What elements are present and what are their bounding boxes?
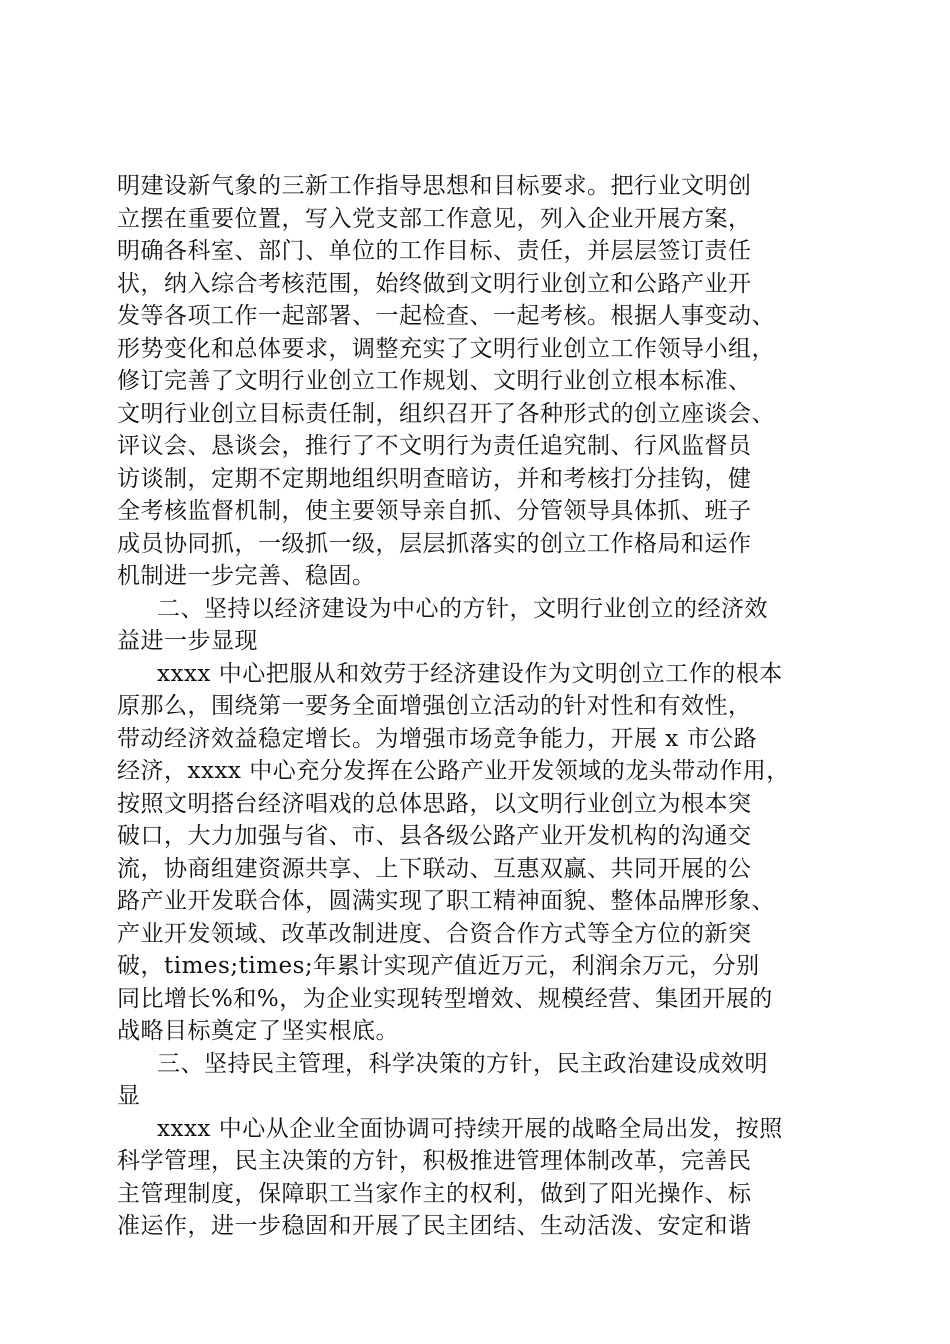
body-line: 访谈制，定期不定期地组织明查暗访，并和考核打分挂钩，健: [117, 465, 752, 492]
body-line: 按照文明搭台经济唱戏的总体思路，以文明行业创立为根本突: [117, 790, 752, 817]
body-line: 破，times;times;年累计实现产值近万元，利润余万元，分别: [117, 953, 760, 979]
body-line: 文明行业创立目标责任制，组织召开了各种形式的创立座谈会、: [117, 400, 775, 427]
body-line: 科学管理，民主决策的方针，积极推进管理体制改革，完善民: [117, 1148, 752, 1174]
body-line: 修订完善了文明行业创立工作规划、文明行业创立根本标准、: [117, 368, 752, 394]
document-body: [117, 170, 837, 1243]
body-line: 全考核监督机制，使主要领导亲自抓、分管领导具体抓、班子: [117, 498, 752, 524]
body-line: 经济，xxxx 中心充分发挥在公路产业开发领域的龙头带动作用，: [117, 758, 790, 784]
section-heading-3: 三、坚持民主管理，科学决策的方针，民主政治建设成效明: [157, 1050, 768, 1077]
body-line: 形势变化和总体要求，调整充实了文明行业创立工作领导小组，: [117, 335, 775, 362]
body-line: 同比增长%和%，为企业实现转型增效、规模经营、集团开展的: [117, 985, 773, 1012]
body-line: 立摆在重要位置，写入党支部工作意见，列入企业开展方案，: [117, 205, 752, 232]
body-line: 状，纳入综合考核范围，始终做到文明行业创立和公路产业开: [117, 270, 752, 297]
body-line: 战略目标奠定了坚实根底。: [117, 1018, 399, 1044]
body-line: 明建设新气象的三新工作指导思想和目标要求。把行业文明创: [117, 173, 752, 199]
body-line: 产业开发领域、改革改制进度、合资合作方式等全方位的新突: [117, 920, 752, 947]
section-heading-3-cont: 显: [117, 1083, 141, 1109]
body-line: 带动经济效益稳定增长。为增强市场竞争能力，开展 x 市公路: [117, 725, 758, 752]
body-line: 成员协同抓，一级抓一级，层层抓落实的创立工作格局和运作: [117, 530, 752, 557]
body-line: 准运作，进一步稳固和开展了民主团结、生动活泼、安定和谐: [117, 1213, 752, 1239]
body-line: 原那么，围绕第一要务全面增强创立活动的针对性和有效性，: [117, 693, 752, 719]
body-line: 流，协商组建资源共享、上下联动、互惠双赢、共同开展的公: [117, 855, 752, 882]
body-line: 主管理制度，保障职工当家作主的权利，做到了阳光操作、标: [117, 1180, 752, 1207]
body-line: 破口，大力加强与省、市、县各级公路产业开发机构的沟通交: [117, 823, 752, 849]
body-line: 机制进一步完善、稳固。: [117, 563, 376, 589]
section-heading-2: 二、坚持以经济建设为中心的方针，文明行业创立的经济效: [157, 595, 768, 622]
section-heading-2-cont: 益进一步显现: [117, 628, 258, 654]
body-line: 路产业开发联合体，圆满实现了职工精神面貌、整体品牌形象、: [117, 888, 775, 914]
body-line: xxxx 中心把服从和效劳于经济建设作为文明创立工作的根本: [157, 660, 783, 687]
body-line: 评议会、恳谈会，推行了不文明行为责任追究制、行风监督员: [117, 433, 752, 459]
body-line: xxxx 中心从企业全面协调可持续开展的战略全局出发，按照: [157, 1115, 783, 1142]
body-line: 明确各科室、部门、单位的工作目标、责任，并层层签订责任: [117, 238, 752, 264]
body-line: 发等各项工作一起部署、一起检查、一起考核。根据人事变动、: [117, 303, 775, 329]
